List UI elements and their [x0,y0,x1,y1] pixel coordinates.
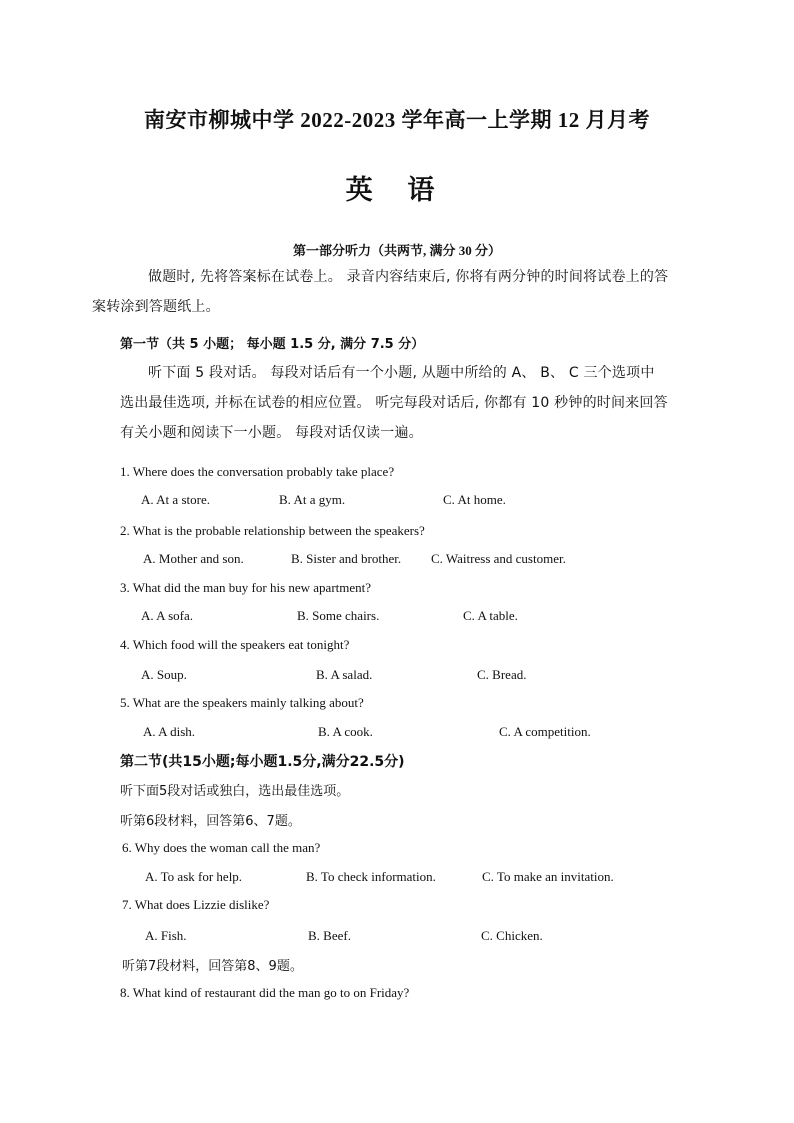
section2-heading: 第二节(共15小题;每小题1.5分,满分22.5分) [120,754,405,770]
question-7: 7. What does Lizzie dislike? [122,897,270,912]
part1-heading: 第一部分听力（共两节, 满分 30 分） [292,243,501,258]
q2-option-b: B. Sister and brother. [291,551,402,566]
q3-option-c: C. A table. [463,608,518,623]
q1-option-c: C. At home. [443,492,506,507]
question-3: 3. What did the man buy for his new apartment? [120,580,372,595]
q6-option-c: C. To make an invitation. [482,869,614,884]
question-4: 4. Which food will the speakers eat tonight? [120,637,350,652]
group6-instruction: 听第6段材料，回答第6、7题。 [120,814,301,829]
q2-option-a: A. Mother and son. [143,551,244,566]
q5-option-c: C. A competition. [499,724,591,739]
question-8: 8. What kind of restaurant did the man go to on Friday? [120,985,410,1000]
part1-intro-line2: 案转涂到答题纸上。 [92,299,220,315]
q4-option-b: B. A salad. [316,667,373,682]
q1-option-b: B. At a gym. [279,492,346,507]
q5-option-a: A. A dish. [143,724,196,739]
q6-option-b: B. To check information. [306,869,436,884]
question-2: 2. What is the probable relationship between the speakers? [120,523,425,538]
q4-option-c: C. Bread. [477,667,527,682]
section1-heading: 第一节（共 5 小题； 每小题 1.5 分, 满分 7.5 分） [120,337,425,352]
q3-option-a: A. A sofa. [141,608,193,623]
section1-instr-line3: 有关小题和阅读下一小题。 每段对话仅读一遍。 [120,425,423,441]
q6-option-a: A. To ask for help. [145,869,243,884]
section2-instructions: 听下面5段对话或独白，选出最佳选项。 [120,784,350,799]
question-6: 6. Why does the woman call the man? [122,840,321,855]
section1-instr-line2: 选出最佳选项, 并标在试卷的相应位置。 听完每段对话后, 你都有 10 秒钟的时间来回答 [120,395,668,411]
q4-option-a: A. Soup. [141,667,187,682]
part1-intro [92,262,680,322]
exam-title: 南安市柳城中学 2022-2023 学年高一上学期 12 月月考 [144,108,650,132]
q7-option-b: B. Beef. [308,928,351,943]
subject-title: 英 语 [345,175,449,205]
group7-instruction: 听第7段材料，回答第8、9题。 [122,959,303,974]
q7-option-a: A. Fish. [145,928,187,943]
q5-option-b: B. A cook. [318,724,373,739]
q3-option-b: B. Some chairs. [297,608,380,623]
part1-intro-line1: 做题时, 先将答案标在试卷上。 录音内容结束后, 你将有两分钟的时间将试卷上的答 [148,269,669,285]
section1-instr-line1: 听下面 5 段对话。 每段对话后有一个小题, 从题中所给的 A、 B、 C 三个选项中 [148,365,655,381]
question-1: 1. Where does the conversation probably take place? [120,464,395,479]
q1-option-a: A. At a store. [141,492,210,507]
q7-option-c: C. Chicken. [481,928,543,943]
question-5: 5. What are the speakers mainly talking about? [120,695,364,710]
section1-instructions [120,358,680,448]
q2-option-c: C. Waitress and customer. [431,551,566,566]
